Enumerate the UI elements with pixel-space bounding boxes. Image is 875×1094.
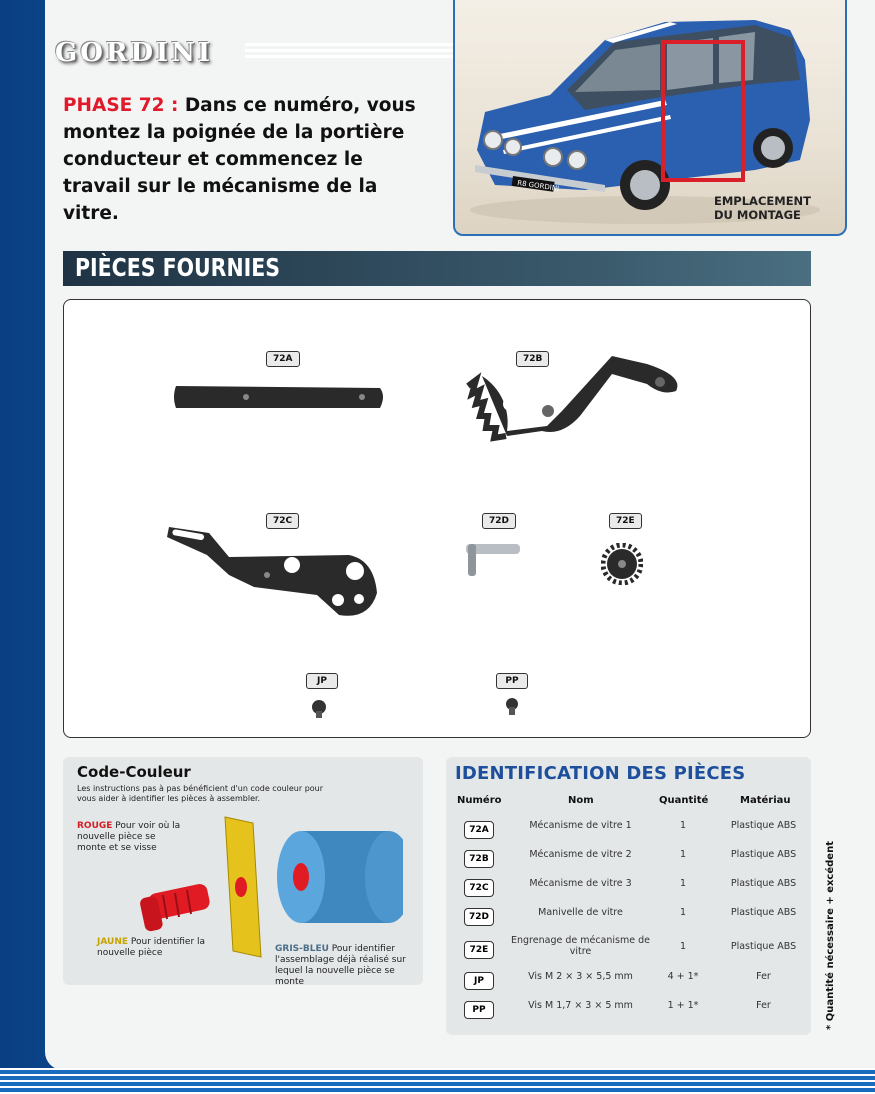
code-couleur-description: Les instructions pas à pas bénéficient d'un code couleur pour vous aider à identifier les pièces à assembler. bbox=[77, 784, 324, 803]
row-quantity: 1 bbox=[679, 907, 687, 918]
tag-72c: 72C bbox=[266, 513, 299, 529]
table-row bbox=[446, 817, 811, 843]
row-quantity: 1 bbox=[679, 820, 687, 831]
pieces-fournies-header bbox=[63, 251, 811, 286]
row-number: 72B bbox=[464, 850, 494, 868]
gris-bleu-word: GRIS-BLEU bbox=[275, 944, 329, 954]
logo-lines bbox=[245, 43, 455, 61]
identification-box bbox=[446, 757, 811, 1035]
header-numero: Numéro bbox=[457, 795, 502, 806]
tag-72a: 72A bbox=[266, 351, 300, 367]
tag-pp: PP bbox=[496, 673, 528, 689]
jaune-word: JAUNE bbox=[97, 937, 129, 947]
row-number: JP bbox=[464, 972, 494, 990]
gordini-logo: GORDINI bbox=[55, 38, 214, 68]
jaune-label bbox=[97, 937, 207, 959]
part-72d-crank bbox=[464, 540, 524, 580]
phase-text: Dans ce numéro, vous montez la poignée de la portière conducteur et commencez le travail sur le mécanisme de la vitre. bbox=[63, 95, 416, 224]
row-name: Vis M 2 × 3 × 5,5 mm bbox=[528, 971, 633, 982]
identification-title: IDENTIFICATION DES PIÈCES bbox=[455, 763, 746, 784]
row-number: 72E bbox=[464, 941, 494, 959]
parts-box bbox=[63, 299, 811, 738]
header-materiau: Matériau bbox=[740, 795, 791, 806]
row-name: Mécanisme de vitre 1 bbox=[529, 820, 632, 831]
row-quantity: 1 bbox=[679, 849, 687, 860]
gris-bleu-label bbox=[275, 944, 423, 988]
gris-bleu-text: Pour identifier l'assemblage déjà réalisé sur lequel la nouvelle pièce se monte bbox=[275, 944, 406, 987]
photo-caption-line1: EMPLACEMENT bbox=[714, 194, 812, 208]
jaune-text: Pour identifier la nouvelle pièce bbox=[97, 937, 206, 958]
row-material: Plastique ABS bbox=[730, 849, 797, 860]
row-quantity: 1 bbox=[679, 878, 687, 889]
row-material: Fer bbox=[756, 971, 771, 982]
table-row bbox=[446, 846, 811, 872]
row-number: 72D bbox=[464, 908, 494, 926]
table-row bbox=[446, 968, 811, 994]
yellow-plate-sample bbox=[225, 817, 261, 957]
table-row bbox=[446, 904, 811, 930]
table-row bbox=[446, 933, 811, 965]
row-material: Fer bbox=[756, 1000, 771, 1011]
row-quantity: 1 + 1* bbox=[667, 1000, 699, 1011]
row-name: Vis M 1,7 × 3 × 5 mm bbox=[528, 1000, 633, 1011]
row-number: 72C bbox=[464, 879, 494, 897]
rouge-text: Pour voir où la nouvelle pièce se monte et se visse bbox=[77, 821, 181, 853]
rouge-word: ROUGE bbox=[77, 821, 113, 831]
part-72c-plate bbox=[159, 515, 389, 625]
tag-72e: 72E bbox=[609, 513, 642, 529]
tag-jp: JP bbox=[306, 673, 338, 689]
quantity-footnote: * Quantité nécessaire + excédent bbox=[825, 841, 836, 1030]
row-material: Plastique ABS bbox=[730, 941, 797, 952]
part-72b-gear-arm bbox=[462, 336, 692, 446]
part-72e-gear bbox=[601, 543, 643, 585]
code-couleur-title: Code-Couleur bbox=[77, 763, 191, 781]
row-material: Plastique ABS bbox=[730, 907, 797, 918]
table-row bbox=[446, 997, 811, 1023]
header-quantite: Quantité bbox=[659, 795, 709, 806]
blue-cylinder-sample bbox=[277, 831, 403, 923]
row-name: Mécanisme de vitre 2 bbox=[529, 849, 632, 860]
bottom-stripes bbox=[0, 1068, 875, 1094]
header-nom: Nom bbox=[568, 795, 594, 806]
part-jp-screw bbox=[308, 698, 330, 720]
red-screw-sample bbox=[139, 883, 211, 933]
phase-label: PHASE 72 : bbox=[63, 95, 179, 116]
part-72a-bar bbox=[172, 382, 388, 414]
row-name: Engrenage de mécanisme de vitre bbox=[511, 935, 650, 957]
row-number: 72A bbox=[464, 821, 494, 839]
photo-caption bbox=[714, 194, 811, 222]
photo-caption-line2: DU MONTAGE bbox=[714, 208, 801, 222]
rouge-label bbox=[77, 821, 187, 854]
row-material: Plastique ABS bbox=[730, 820, 797, 831]
row-name: Mécanisme de vitre 3 bbox=[529, 878, 632, 889]
phase-description bbox=[63, 92, 423, 227]
row-material: Plastique ABS bbox=[730, 878, 797, 889]
code-couleur-box bbox=[63, 757, 423, 985]
license-plate: R8 GORDINI bbox=[516, 179, 560, 193]
part-pp-screw bbox=[502, 696, 522, 718]
table-row bbox=[446, 875, 811, 901]
row-quantity: 4 + 1* bbox=[667, 971, 699, 982]
tag-72d: 72D bbox=[482, 513, 516, 529]
row-quantity: 1 bbox=[679, 941, 687, 952]
tag-72b: 72B bbox=[516, 351, 549, 367]
row-number: PP bbox=[464, 1001, 494, 1019]
pieces-fournies-title: PIÈCES FOURNIES bbox=[75, 253, 281, 282]
row-name: Manivelle de vitre bbox=[538, 907, 623, 918]
